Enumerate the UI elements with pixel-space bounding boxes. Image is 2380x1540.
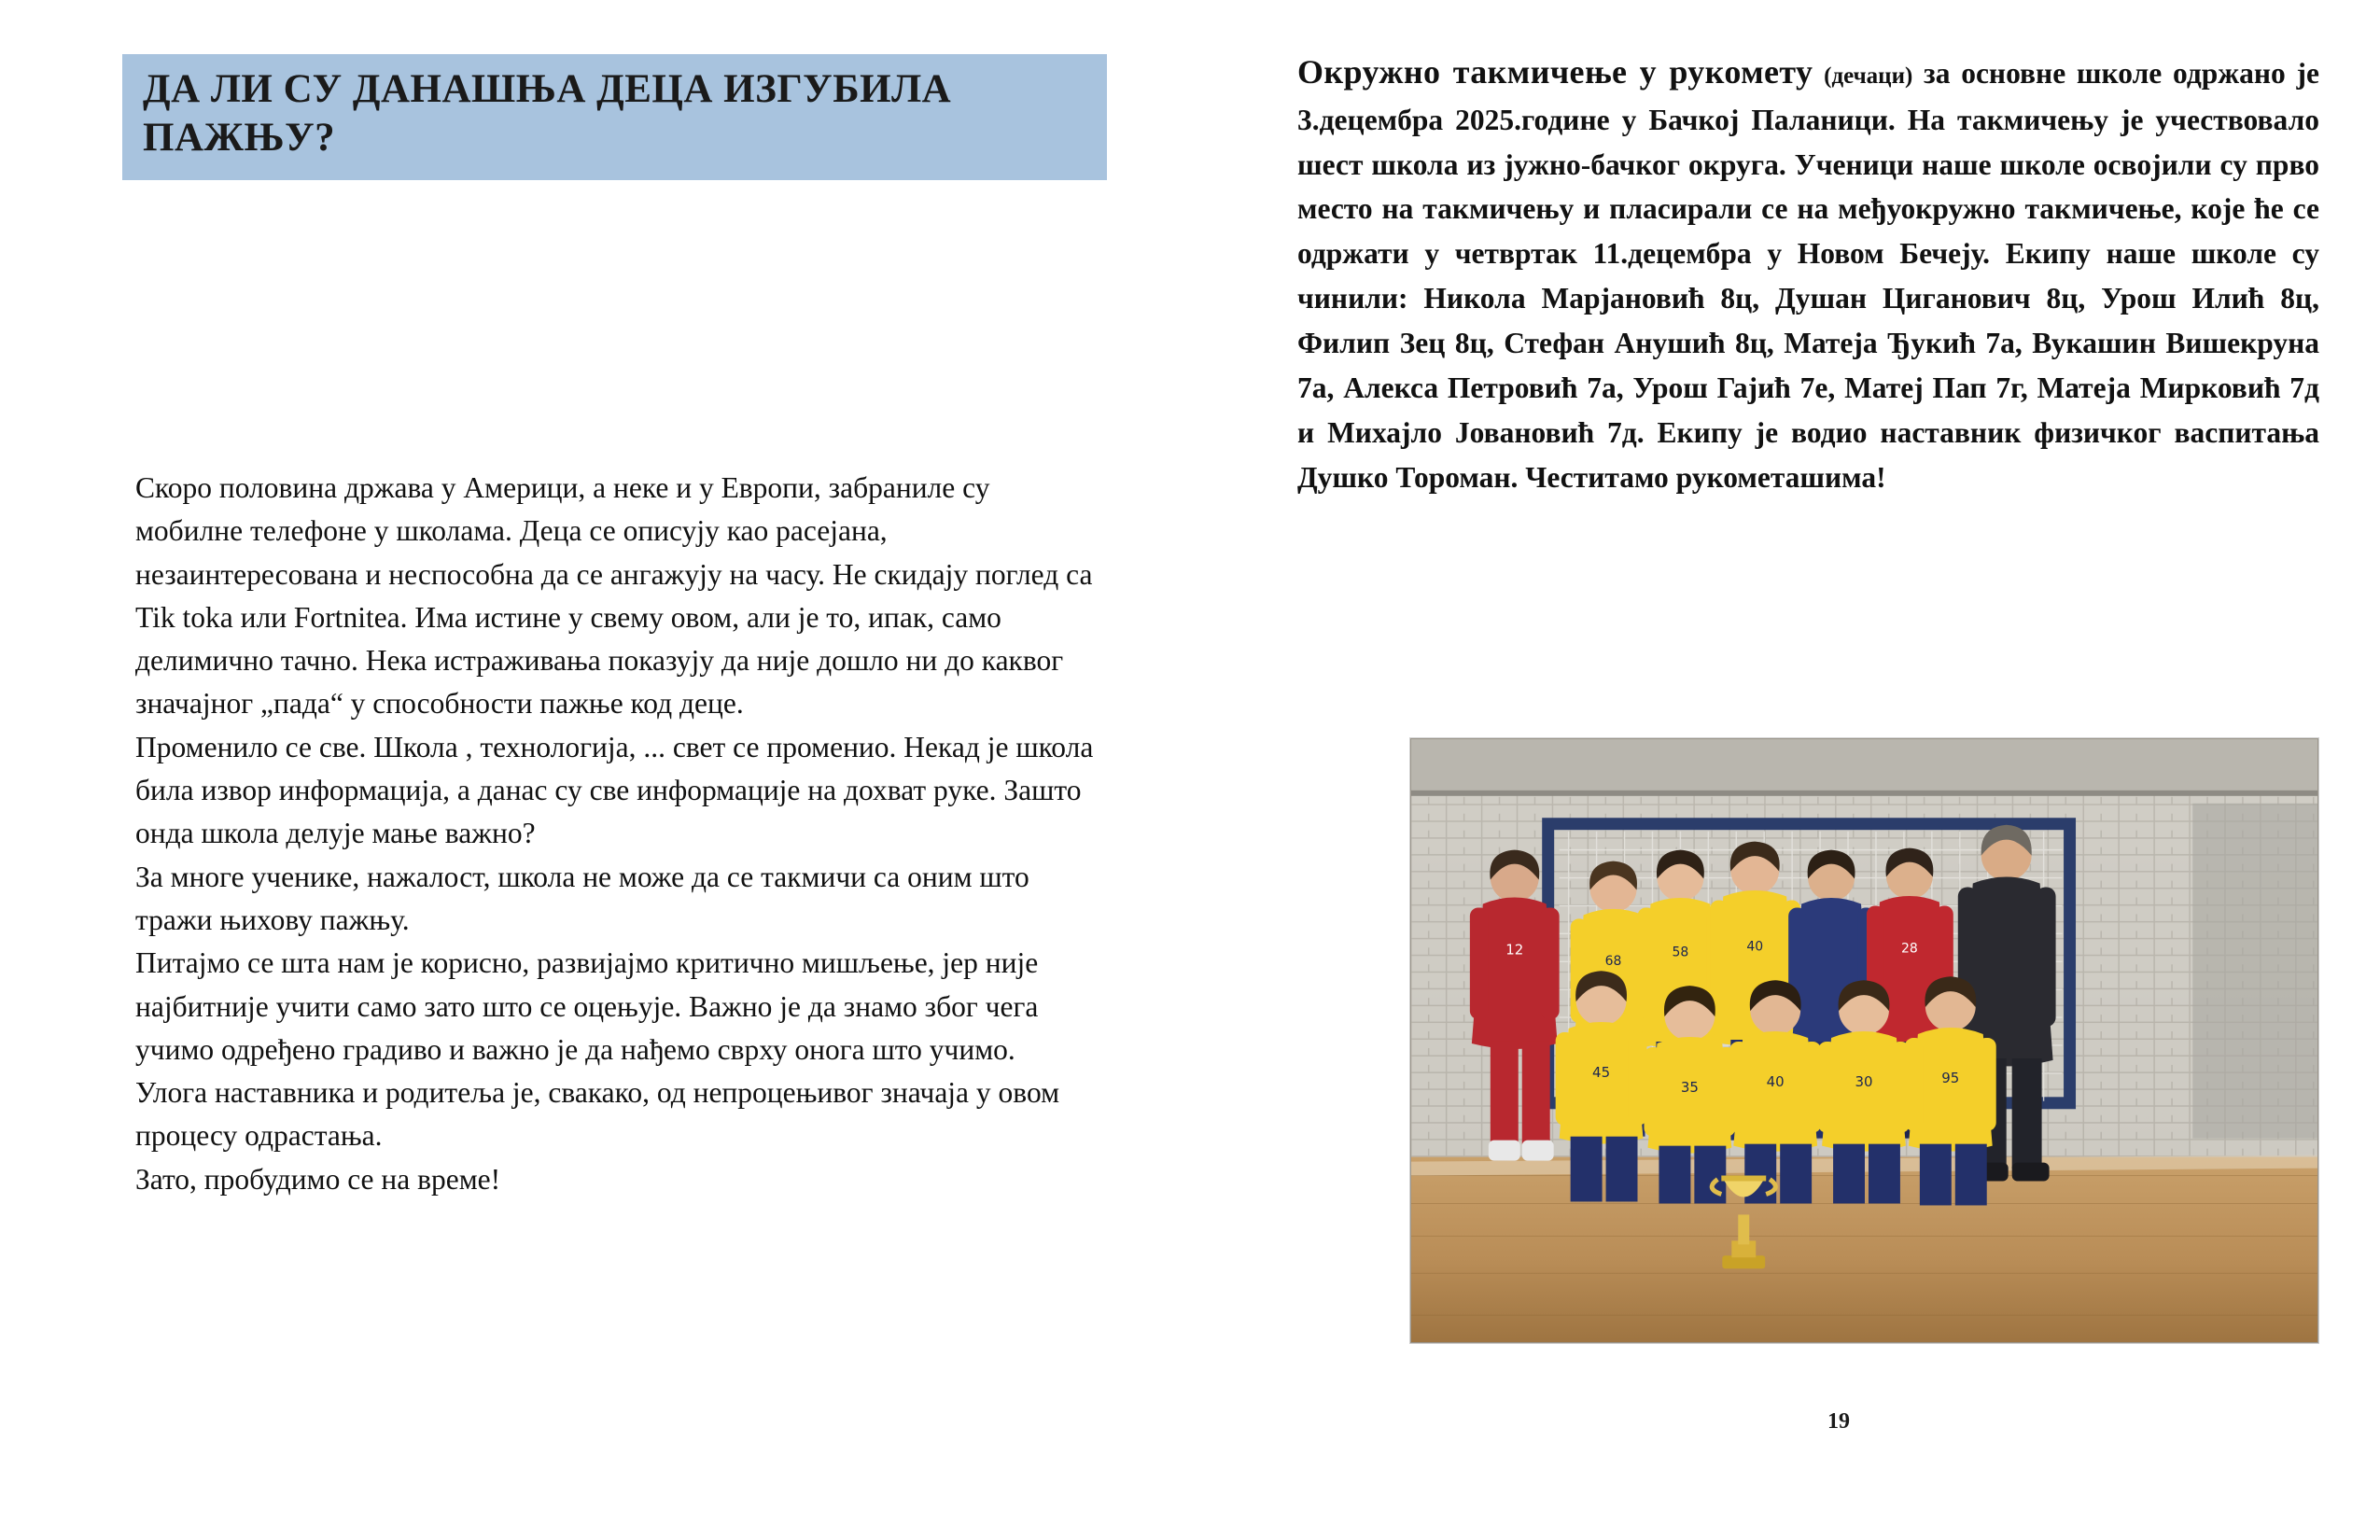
paragraph: Улога наставника и родитеља је, свакако, од непроцењивог значаја у овом процесу одрастања. bbox=[135, 1076, 1060, 1153]
article-lead-in: Окружно такмичење у рукомету bbox=[1297, 53, 1813, 91]
svg-text:30: 30 bbox=[1855, 1072, 1873, 1090]
svg-text:28: 28 bbox=[1901, 941, 1918, 957]
svg-text:40: 40 bbox=[1766, 1072, 1785, 1090]
article-headline-band bbox=[122, 54, 1107, 180]
paragraph: Зато, пробудимо се на време! bbox=[135, 1162, 501, 1196]
paragraph: Питајмо се шта нам је корисно, развијајмо критично мишљење, јер није најбитније учити само зато што се оцењује. Важно је да знамо због чега учимо одређено градиво и важно је да нађемо сврху онога што учимо. bbox=[135, 946, 1039, 1066]
svg-text:35: 35 bbox=[1680, 1078, 1699, 1096]
page-title: ДА ЛИ СУ ДАНАШЊА ДЕЦА ИЗГУБИЛА ПАЖЊУ? bbox=[143, 67, 952, 161]
right-page bbox=[1297, 0, 2380, 1540]
svg-text:12: 12 bbox=[1505, 941, 1524, 959]
paragraph: Скоро половина држава у Америци, а неке и у Европи, забраниле су мобилне телефоне у школама. Деца се описују као расејана, незаинтересована и неспособна да се ангажују на часу. Не скидају поглед са Tik toka или Fortnitea. Има истине у свему овом, али је то, ипак, само делимично тачно. Нека истраживања показују да није дошло ни до каквог значајног „пада“ у способности пажње код деце. bbox=[135, 471, 1093, 721]
article-lead-parenthetical: (дечаци) bbox=[1824, 63, 1913, 89]
svg-text:45: 45 bbox=[1592, 1063, 1611, 1081]
svg-text:58: 58 bbox=[1672, 945, 1689, 960]
paragraph: За многе ученике, нажалост, школа не може да се такмичи са оним што тражи њихову пажњу. bbox=[135, 860, 1029, 936]
svg-text:68: 68 bbox=[1604, 954, 1622, 970]
page-number: 19 bbox=[1827, 1409, 1850, 1434]
paragraph: Променило се све. Школа , технологија, ... свет се променио. Некад је школа била извор информација, а данас су све информације на дохват руке. Зашто онда школа делује мање важно? bbox=[135, 730, 1094, 850]
team-photo bbox=[1409, 737, 2319, 1344]
article-text: за основне школе одржано је 3.децембра 2025.године у Бачкој Паланици. На такмичењу је учествовало шест школа из јужно-бачког округа. Ученици наше школе освојили су прво место на такмичењу и пласирали се на међуокружно такмичење, које ће се одржати у четвртак 11.децембра у Новом Бечеју. Екипу наше школе су чинили: Никола Марјановић 8ц, Душан Циганович 8ц, Урош Илић 8ц, Филип Зец 8ц, Стефан Анушић 8ц, Матеја Ђукић 7а, Вукашин Вишекруна 7а, Алекса Петровић 7а, Урош Гајић 7е, Матеј Пап 7г, Матеја Мирковић 7д и Михајло Јовановић 7д. Екипу је водио наставник физичког васпитања Душко Тороман. Честитамо рукометашима! bbox=[1297, 57, 2319, 494]
svg-text:95: 95 bbox=[1941, 1069, 1960, 1086]
right-article-body bbox=[1297, 47, 2319, 500]
paragraph-handball-report bbox=[1297, 47, 2319, 500]
svg-text:40: 40 bbox=[1746, 939, 1764, 955]
left-article-body bbox=[135, 467, 1101, 1201]
